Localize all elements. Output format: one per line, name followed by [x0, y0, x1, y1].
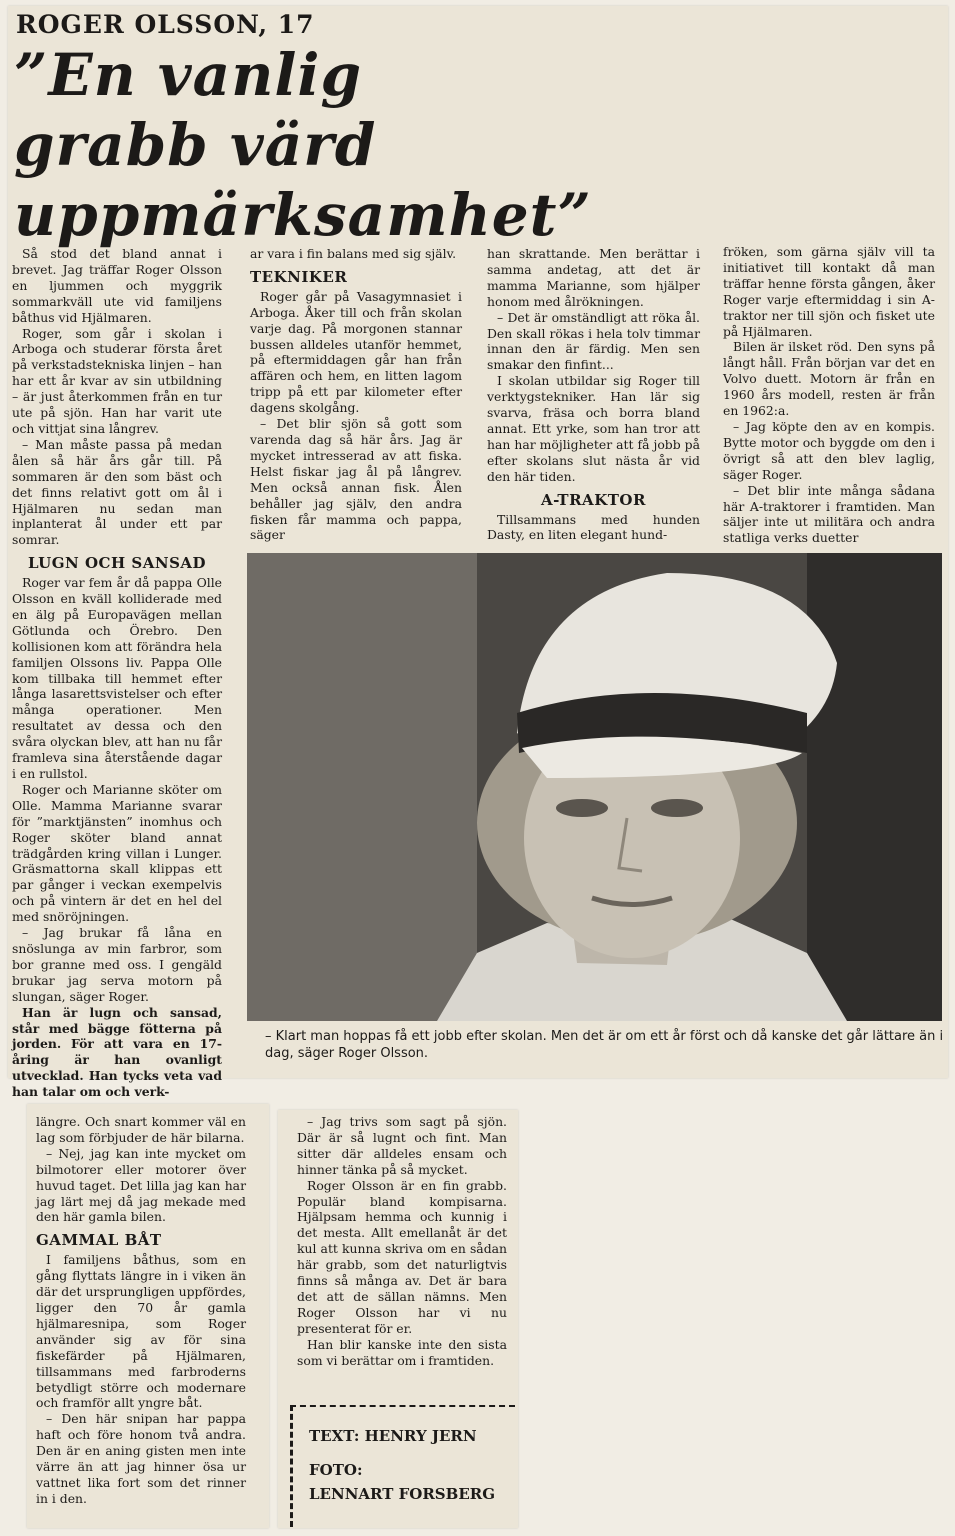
- paragraph: I skolan utbildar sig Roger till verktygstekniker. Han lär sig svarva, fräsa och borra bland annat. Ett yrke, som han tror att han har möjligheter att få jobb på efter skolans slut nästa år vid den här tiden.: [487, 373, 700, 484]
- headline-line-2: grabb värd: [14, 111, 377, 179]
- paragraph: – Det blir inte många sådana här A-traktorer i framtiden. Man säljer inte ut militära och andra statliga verks duetter: [723, 482, 935, 546]
- column-2: [250, 246, 462, 543]
- paragraph: – Man måste passa på medan ålen så här års går till. På sommaren är den som bäst och det finns relativt gott om ål i Hjälmaren nu sedan man inplanterat ål under ett par somrar.: [12, 436, 222, 548]
- paragraph: – Nej, jag kan inte mycket om bilmotorer eller motorer över huvud taget. Det lilla jag kan har jag lärt mej då jag mekade med den här gamla bilen.: [36, 1145, 246, 1225]
- column-6: [297, 1114, 507, 1369]
- paragraph: I familjens båthus, som en gång flyttats längre in i viken än där det ursprungligen uppfördes, ligger den 70 år gamla hjälmaresnipa, som Roger använder sig av för sina fiskefärder på Hjälmaren, tillsammans med farbroderns betydligt större och modernare och framför allt yngre båt.: [36, 1252, 246, 1411]
- paragraph: – Jag brukar få låna en snöslunga av min farbror, som bor granne med oss. I gengäld brukar jag serva motorn på slungan, säger Roger.: [12, 925, 222, 1004]
- column-4: [723, 244, 935, 546]
- paragraph: Så stod det bland annat i brevet. Jag träffar Roger Olsson en ljummen och myggrik sommarkväll ute vid familjens båthus vid Hjälmaren.: [12, 246, 222, 325]
- credits-box: [290, 1405, 515, 1527]
- subheading-lugn: LUGN OCH SANSAD: [27, 554, 207, 573]
- paragraph: Roger, som går i skolan i Arboga och studerar första året på verkstadstekniska linjen – han har ett år kvar av sin utbildning – är just återkommen från en tur ute på sjön. Han har varit ute och vittjat sina långrev.: [12, 325, 222, 436]
- column-3: [487, 246, 700, 543]
- paragraph: Roger och Marianne sköter om Olle. Mamma Marianne svarar för ”marktjänsten” inomhus och Roger sköter bland annat trädgården kring villan i Lunger. Gräsmattorna skall klippas ett par gånger i veckan exempelvis och på vintern är det en hel del med snöröjningen.: [12, 781, 222, 925]
- subheading-atraktor: A-TRAKTOR: [541, 490, 646, 509]
- paragraph: – Jag köpte den av en kompis. Bytte motor och byggde om den i övrigt så att den blev laglig, säger Roger.: [723, 418, 935, 482]
- subheading-gammal: GAMMAL BÅT: [36, 1231, 162, 1250]
- subheading-tekniker: TEKNIKER: [250, 267, 348, 286]
- paragraph: fröken, som gärna själv vill ta initiativet till kontakt då man träffar henne första gången, åker Roger varje eftermiddag i sin A-traktor ner till sjön och fisket ute på Hjälmaren.: [723, 244, 935, 339]
- paragraph-bold: Han är lugn och sansad, står med bägge fötterna på jorden. För att vara en 17-åring är han ovanligt utvecklad. Han tycks veta vad han talar om och verk-: [12, 1004, 222, 1100]
- headline-line-3: uppmärksamhet”: [14, 181, 592, 249]
- kicker: ROGER OLSSON, 17: [16, 10, 315, 39]
- credit-text: TEXT: HENRY JERN: [309, 1427, 477, 1445]
- paragraph: Tillsammans med hunden Dasty, en liten elegant hund-: [487, 511, 700, 543]
- photo-caption: – Klart man hoppas få ett jobb efter skolan. Men det är om ett år först och då kanske det går lättare än i dag, säger Roger Olsson.: [265, 1029, 944, 1061]
- column-5: [36, 1114, 246, 1507]
- column-1: [12, 246, 222, 1100]
- paragraph: han skrattande. Men berättar i samma andetag, att det är mamma Marianne, som hjälper honom med ålrökningen.: [487, 246, 700, 309]
- paragraph: Roger går på Vasagymnasiet i Arboga. Åker till och från skolan varje dag. På morgonen stannar bussen alldeles utanför hemmet, på eftermiddagen går han från affären och hem, en litten lagom tripp på ett par kilometer efter dagens skolgång.: [250, 288, 462, 416]
- paragraph: – Det är omständligt att röka ål. Den skall rökas i hela tolv timmar innan den är färdig. Men sen smakar den finfint...: [487, 309, 700, 373]
- portrait-illustration: [247, 553, 942, 1021]
- paragraph: längre. Och snart kommer väl en lag som förbjuder de här bilarna.: [36, 1114, 246, 1145]
- headline-line-1: ”En vanlig: [14, 41, 363, 109]
- paragraph: – Jag trivs som sagt på sjön. Där är så lugnt och fint. Man sitter där alldeles ensam och hinner tänka på så mycket.: [297, 1114, 507, 1177]
- paragraph: Han blir kanske inte den sista som vi berättar om i framtiden.: [297, 1336, 507, 1368]
- paragraph: – Den här snipan har pappa haft och före honom två andra. Den är en aning gisten men inte värre än att jag hinner ösa ur vattnet lika fort som det rinner in i den.: [36, 1411, 246, 1506]
- paragraph: Roger Olsson är en fin grabb. Populär bland kompisarna. Hjälpsam hemma och kunnig i det mesta. Allt emellanåt är det kul att kunna skriva om en sådan här grabb, som det naturligtvis finns så många av. Det är bara det att de sällan nämns. Men Roger Olsson har vi nu presenterat för er.: [297, 1177, 507, 1336]
- portrait-photo: [247, 553, 942, 1021]
- headline: [14, 40, 592, 250]
- paragraph: Roger var fem år då pappa Olle Olsson en kväll kolliderade med en älg på Europavägen mellan Götlunda och Örebro. Den kollisionen kom att förändra hela familjen Olssons liv. Pappa Olle kom tillbaka till hemmet efter långa lasarettsvistelser och efter många operationer. Men resultatet av dessa och den svåra olyckan blev, att han nu får framleva sina återstående dagar i en rullstol.: [12, 575, 222, 781]
- credit-foto-label: FOTO:: [309, 1461, 363, 1479]
- paragraph: Bilen är ilsket röd. Den syns på långt håll. Från början var det en Volvo duett. Motorn är från en 1960 års modell, resten är från en 1962:a.: [723, 339, 935, 419]
- paragraph: ar vara i fin balans med sig själv.: [250, 246, 457, 261]
- credit-foto-name: LENNART FORSBERG: [309, 1485, 496, 1503]
- paragraph: – Det blir sjön så gott som varenda dag så här års. Jag är mycket intresserad av att fiska. Helst fiskar jag ål på långrev. Men också annan fisk. Ålen behåller jag själv, den andra fisken får mamma och pappa, säger: [250, 416, 462, 543]
